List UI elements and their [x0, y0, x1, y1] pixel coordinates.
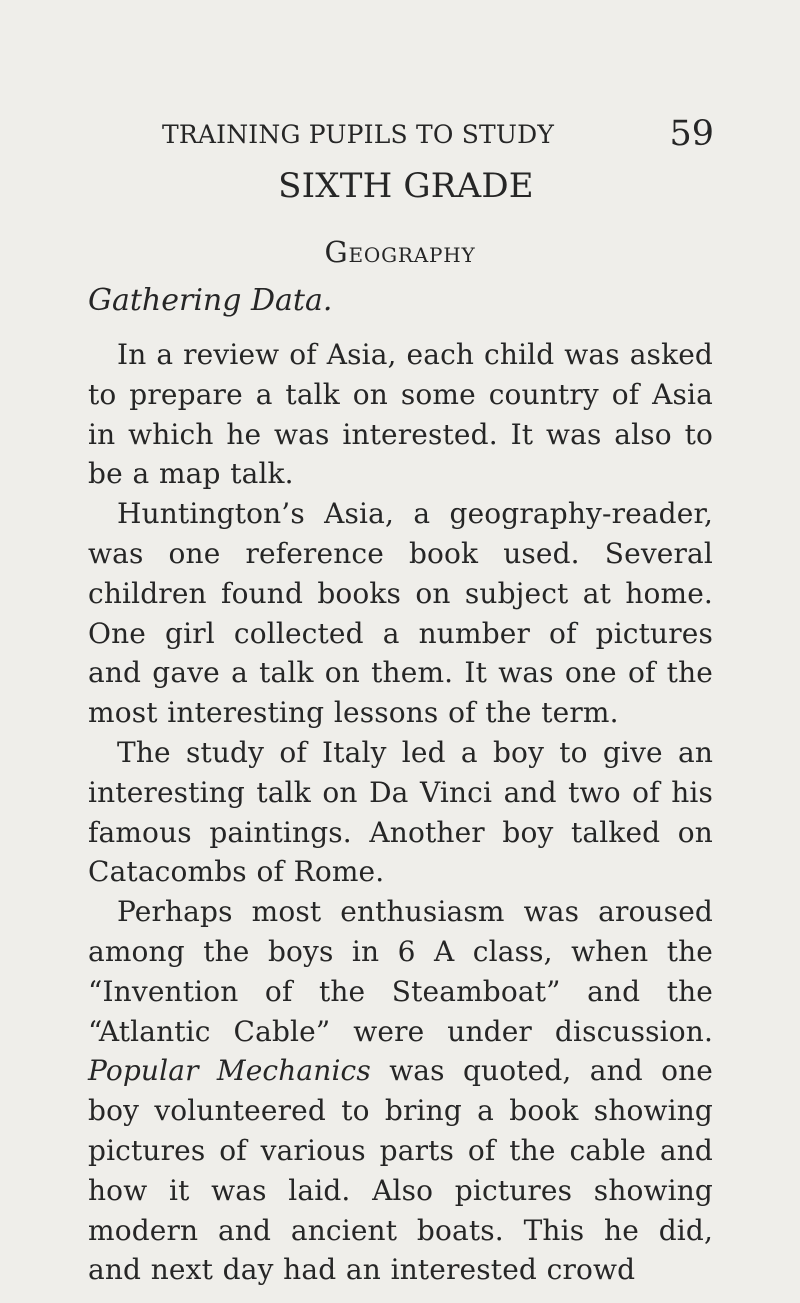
- paragraph-huntington-reference: Huntington’s Asia, a geography-reader, was one reference book used. Several children found books on subject at home. One girl collected a number of pictures and gave a talk on them. It was one of the most interesting lessons of the term.: [88, 497, 713, 730]
- paragraph-steamboat-text-after: was quoted, and one boy volunteered to bring a book showing pictures of various parts of the cable and how it was laid. Also pictures showing modern and ancient boats. This he did, and next day had an interested crowd: [88, 1054, 713, 1287]
- paragraph-asia-review: In a review of Asia, each child was asked to prepare a talk on some country of Asia in which he was interested. It was also to be a map talk.: [88, 338, 713, 491]
- page-number: 59: [669, 114, 714, 154]
- paragraph-steamboat-text-before: Perhaps most enthusiasm was aroused among the boys in 6 A class, when the “Invention of the Steamboat” and the “Atlantic Cable” were under discussion.: [88, 895, 713, 1048]
- section-title: SIXTH GRADE: [278, 166, 534, 206]
- subheading: Gathering Data.: [88, 283, 333, 318]
- running-head-title: TRAINING PUPILS TO STUDY: [162, 120, 555, 149]
- body-text: [88, 335, 713, 1290]
- subject-title: Geography: [324, 235, 476, 269]
- popular-mechanics-title: Popular Mechanics: [88, 1054, 371, 1088]
- running-head: [162, 116, 714, 152]
- paragraph-italy-study: The study of Italy led a boy to give an interesting talk on Da Vinci and two of his famous paintings. Another boy talked on Catacombs of Rome.: [88, 735, 713, 889]
- paragraph-steamboat-discussion: [88, 892, 713, 1290]
